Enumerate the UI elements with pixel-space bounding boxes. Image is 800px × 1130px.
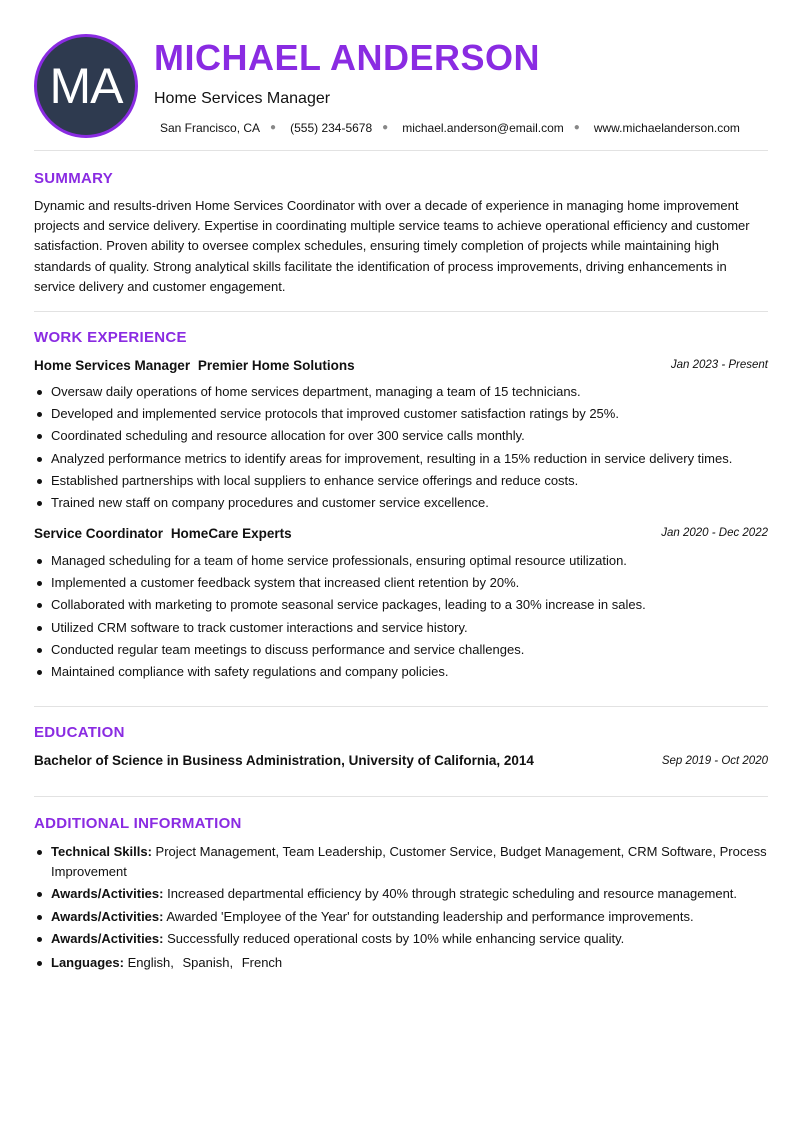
job-header (34, 358, 768, 376)
contact-email[interactable]: michael.anderson@email.com (402, 121, 564, 135)
list-item: Trained new staff on company procedures and customer service excellence. (34, 492, 768, 514)
additional-heading: ADDITIONAL INFORMATION (34, 815, 242, 832)
job-bullets (34, 381, 768, 514)
list-item: Implemented a customer feedback system that increased client retention by 20%. (34, 572, 768, 594)
job-date: Jan 2023 - Present (670, 359, 768, 371)
list-item: Analyzed performance metrics to identify areas for improvement, resulting in a 15% reduction in service delivery times. (34, 448, 768, 470)
job-date: Jan 2020 - Dec 2022 (661, 527, 768, 539)
award-item (34, 907, 768, 927)
job-company: HomeCare Experts (170, 526, 292, 541)
avatar (34, 34, 138, 138)
contact-website[interactable]: www.michaelanderson.com (593, 121, 740, 135)
education-degree: Bachelor of Science in Business Administration, University of California, 2014 (34, 753, 534, 768)
experience-heading: WORK EXPERIENCE (34, 329, 187, 346)
list-item: Coordinated scheduling and resource allocation for over 300 service calls monthly. (34, 425, 768, 447)
education-entry (34, 753, 768, 773)
list-item: Managed scheduling for a team of home service professionals, ensuring optimal resource utilization. (34, 550, 768, 572)
award-label: Awards/Activities: (51, 908, 164, 924)
languages-label: Languages: (51, 955, 124, 971)
job-bullets (34, 550, 768, 683)
skills-text: Project Management, Team Leadership, Customer Service, Budget Management, CRM Software, Process Improvement (51, 844, 767, 879)
job-title: Home Services Manager (154, 90, 331, 107)
job-role-company (34, 526, 292, 541)
list-item: Utilized CRM software to track customer interactions and service history. (34, 617, 768, 639)
list-item: Conducted regular team meetings to discuss performance and service challenges. (34, 639, 768, 661)
divider (34, 150, 768, 151)
job-company: Premier Home Solutions (197, 358, 355, 373)
languages-item (34, 953, 768, 973)
summary-text: Dynamic and results-driven Home Services Coordinator with over a decade of experience in managing home improvement projects and service delivery. Expertise in coordinating multiple service teams to achieve operational efficiency and customer satisfaction. Proven ability to oversee complex schedules, ensuring timely completion of projects while maintaining high standards of quality. Strong analytical skills facilitate the identification of process improvements, driving enhancements in service delivery and customer engagement. (34, 198, 750, 294)
job-role: Home Services Manager (34, 358, 191, 373)
skills-item (34, 842, 768, 882)
bullet-separator-icon: ● (573, 122, 580, 133)
language: French (241, 955, 283, 971)
job-header (34, 526, 768, 544)
divider (34, 706, 768, 707)
education-date: Sep 2019 - Oct 2020 (661, 755, 768, 767)
bullet-separator-icon: ● (270, 122, 277, 133)
job-role: Service Coordinator (34, 526, 164, 541)
job-role-company (34, 358, 355, 373)
education-heading: EDUCATION (34, 724, 125, 741)
divider (34, 311, 768, 312)
award-text: Awarded 'Employee of the Year' for outstanding leadership and performance improvements. (166, 908, 694, 924)
list-item: Developed and implemented service protocols that improved customer satisfaction ratings by 25%. (34, 403, 768, 425)
language: Spanish, (182, 955, 234, 971)
language: English, (127, 955, 174, 971)
contact-location: San Francisco, CA (160, 121, 261, 135)
award-label: Awards/Activities: (51, 886, 164, 902)
bullet-separator-icon: ● (382, 122, 389, 133)
award-text: Increased departmental efficiency by 40% through strategic scheduling and resource management. (167, 886, 738, 902)
candidate-name: MICHAEL ANDERSON (154, 37, 541, 78)
award-item (34, 929, 768, 949)
award-text: Successfully reduced operational costs by 10% while enhancing service quality. (167, 931, 625, 947)
list-item: Oversaw daily operations of home services department, managing a team of 15 technicians. (34, 381, 768, 403)
resume-header (34, 34, 768, 138)
award-label: Awards/Activities: (51, 931, 164, 947)
divider (34, 796, 768, 797)
summary-heading: SUMMARY (34, 170, 114, 187)
list-item: Collaborated with marketing to promote seasonal service packages, leading to a 30% increase in sales. (34, 594, 768, 616)
additional-list (34, 842, 768, 976)
contact-phone[interactable]: (555) 234-5678 (290, 121, 373, 135)
contact-line (160, 120, 740, 136)
list-item: Established partnerships with local suppliers to enhance service offerings and reduce costs. (34, 470, 768, 492)
award-item (34, 884, 768, 904)
avatar-initials: MA (49, 58, 123, 114)
list-item: Maintained compliance with safety regulations and company policies. (34, 661, 768, 683)
skills-label: Technical Skills: (51, 844, 152, 859)
